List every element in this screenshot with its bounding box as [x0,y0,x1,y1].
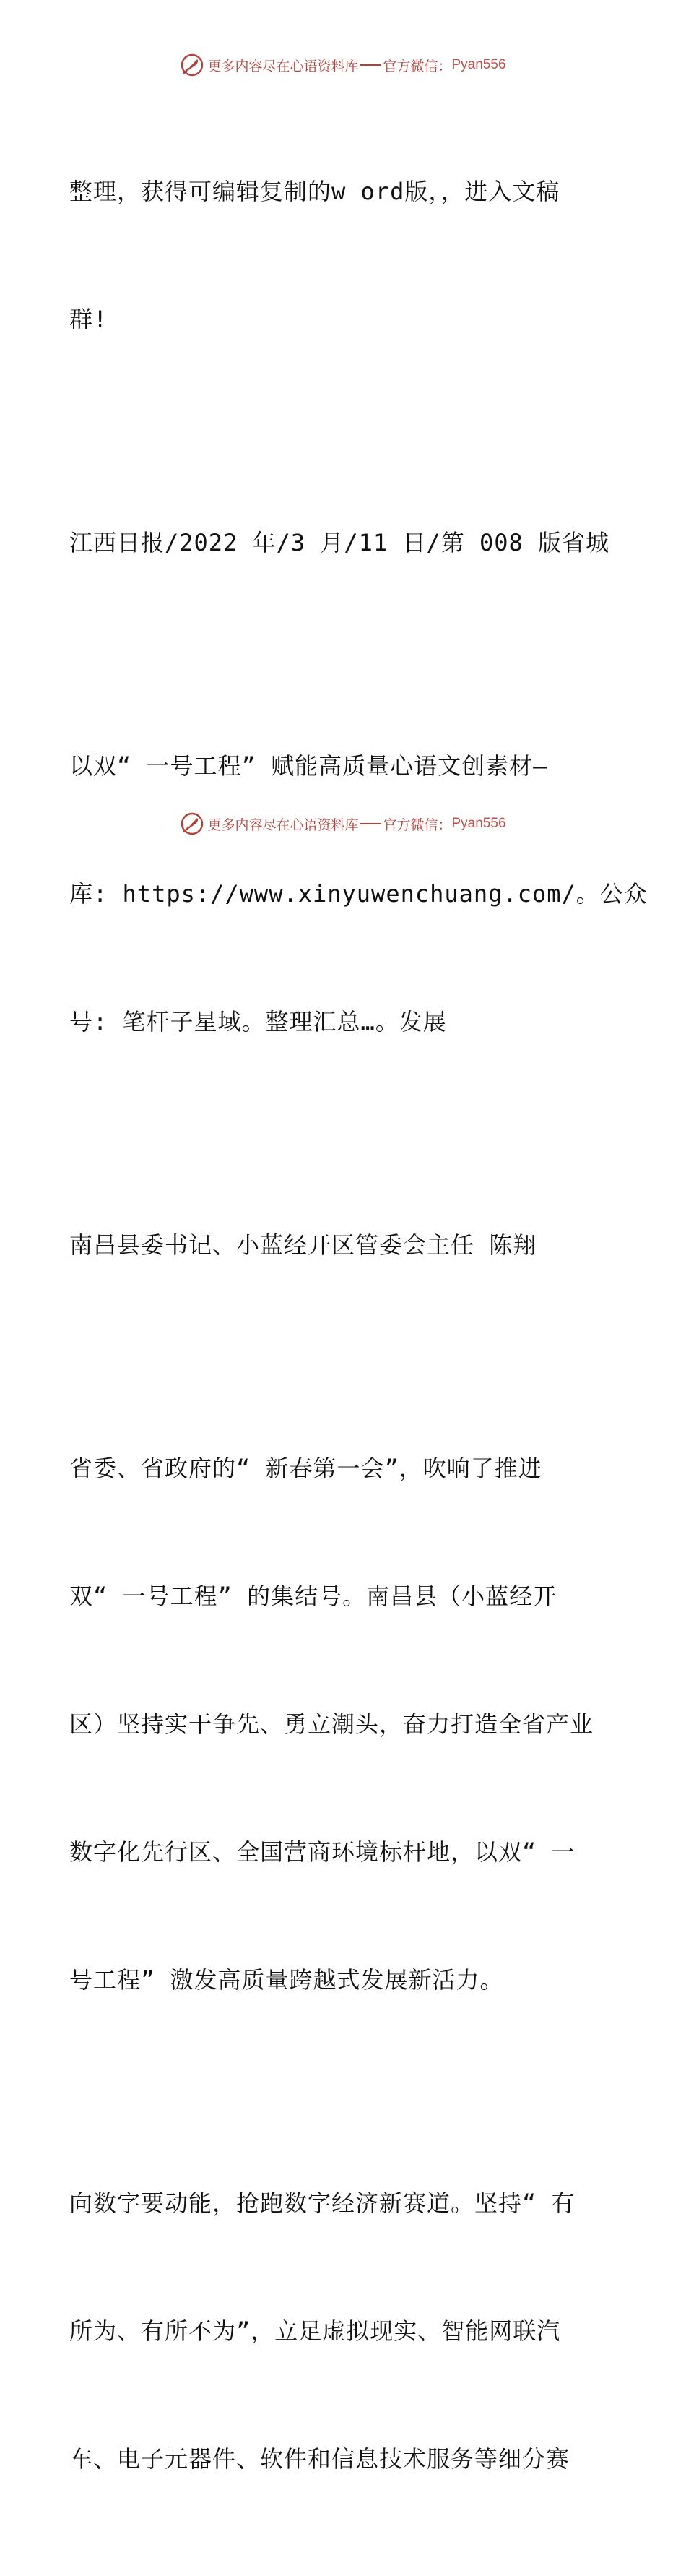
text-line: 所为、有所不为”，立足虚拟现实、智能网联汽 [69,2317,561,2345]
watermark-separator [360,64,381,66]
document-body [69,85,648,2576]
text-line: 向数字要动能，抢跑数字经济新赛道。坚持“ 有 [69,2189,576,2217]
paragraph-author [69,1139,618,1352]
text-line: 车、电子元器件、软件和信息技术服务等细分赛 [69,2445,570,2473]
watermark-wechat-id: Pyan556 [451,57,506,72]
feather-logo-icon [180,811,204,836]
text-line: 江西日报/2022 年/3 月/11 日/第 008 版省城 [69,529,610,556]
feather-logo-icon [180,53,204,77]
paragraph-intro [69,85,618,426]
text-line: 整理，获得可编辑复制的w ord版，，进入文稿 [69,178,560,205]
text-line: 以双“ 一号工程” 赋能高质量心语文创素材— [69,752,548,780]
paragraph-title [69,660,648,1129]
watermark-wechat-id: Pyan556 [451,816,506,831]
watermark-suffix: 官方微信： [383,817,452,833]
watermark-text: 更多内容尽在心语资料库 [207,817,359,833]
paragraph-source [69,436,618,650]
watermark-suffix: 官方微信： [383,58,452,74]
paragraph-body-1 [69,1362,618,2087]
footer-watermark [0,809,686,838]
header-watermark [0,51,686,79]
text-line: 号: 笔杆子星域。整理汇总…。发展 [69,1008,447,1035]
text-line: 库: https://www.xinyuwenchuang.com/。公众 [69,880,648,908]
watermark-separator [360,823,381,824]
text-line: 双“ 一号工程” 的集结号。南昌县（小蓝经开 [69,1582,557,1610]
watermark-text: 更多内容尽在心语资料库 [207,58,359,74]
text-line: 区）坚持实干争先、勇立潮头，奋力打造全省产业 [69,1710,594,1738]
text-line: 数字化先行区、全国营商环境标杆地，以双“ 一 [69,1838,576,1866]
text-line: 号工程” 激发高质量跨越式发展新活力。 [69,1966,504,1994]
text-line: 南昌县委书记、小蓝经开区管委会主任 陈翔 [69,1231,537,1259]
text-line: 群! [69,306,108,333]
paragraph-body-2 [69,2097,618,2566]
text-line: 省委、省政府的“ 新春第一会”，吹响了推进 [69,1455,542,1482]
